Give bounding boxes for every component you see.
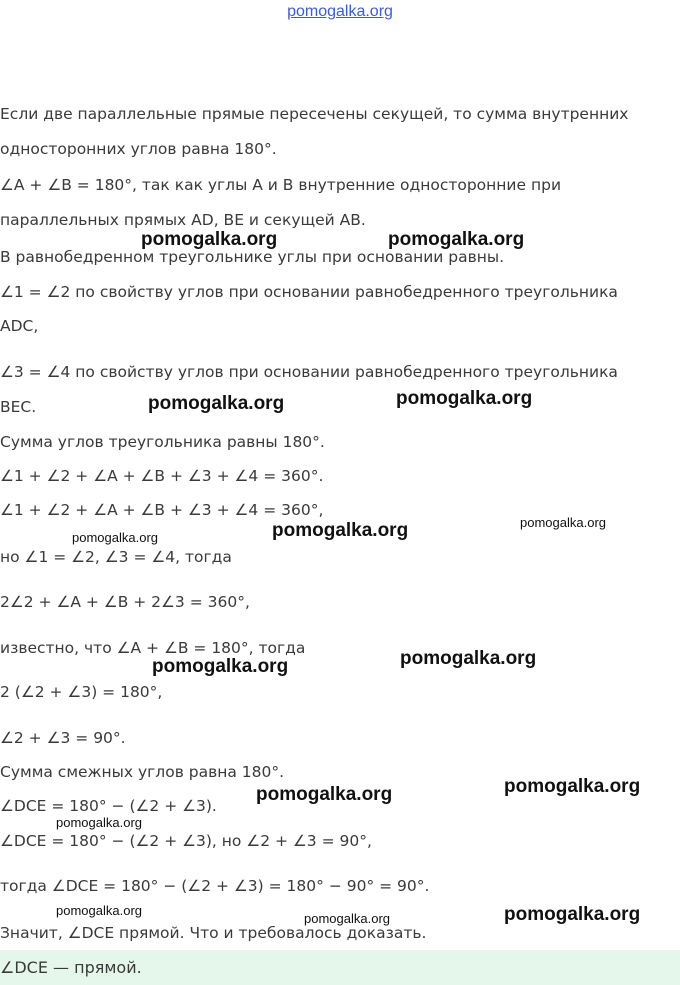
text-line-22: Значит, ∠DCE прямой. Что и требовалось доказать.: [0, 924, 427, 942]
text-line-9: BEC.: [0, 398, 37, 416]
text-line-10: Сумма углов треугольника равны 180°.: [0, 433, 325, 451]
text-line-18: Сумма смежных углов равна 180°.: [0, 763, 285, 781]
watermark: pomogalka.org: [141, 229, 278, 250]
watermark: pomogalka.org: [504, 776, 641, 797]
text-line-19: ∠DCE = 180° − (∠2 + ∠3).: [0, 797, 217, 815]
text-line-1: Если две параллельные прямые пересечены секущей, то сумма внутренних: [0, 105, 629, 123]
text-line-5: В равнобедренном треугольнике углы при основании равны.: [0, 248, 505, 266]
watermark: pomogalka.org: [504, 904, 641, 925]
text-line-6: ∠1 = ∠2 по свойству углов при основании равнобедренного треугольника: [0, 283, 618, 301]
watermark: pomogalka.org: [148, 393, 285, 414]
watermark: pomogalka.org: [304, 911, 390, 926]
watermark: pomogalka.org: [56, 903, 142, 918]
watermark: pomogalka.org: [56, 815, 142, 830]
watermark: pomogalka.org: [400, 648, 537, 669]
text-line-21: тогда ∠DCE = 180° − (∠2 + ∠3) = 180° − 90° = 90°.: [0, 877, 430, 895]
site-logo-link[interactable]: pomogalka.org: [287, 3, 393, 20]
watermark: pomogalka.org: [152, 656, 289, 677]
answer-text: ∠DCE — прямой.: [0, 958, 142, 977]
text-line-13: но ∠1 = ∠2, ∠3 = ∠4, тогда: [0, 548, 232, 566]
watermark: pomogalka.org: [388, 229, 525, 250]
watermark: pomogalka.org: [256, 784, 393, 805]
text-line-2: односторонних углов равна 180°.: [0, 140, 277, 158]
watermark: pomogalka.org: [272, 520, 409, 541]
text-line-8: ∠3 = ∠4 по свойству углов при основании равнобедренного треугольника: [0, 363, 618, 381]
watermark: pomogalka.org: [396, 388, 533, 409]
text-line-20: ∠DCE = 180° − (∠2 + ∠3), но ∠2 + ∠3 = 90°,: [0, 832, 372, 850]
text-line-17: ∠2 + ∠3 = 90°.: [0, 729, 126, 747]
watermark: pomogalka.org: [72, 530, 158, 545]
watermark: pomogalka.org: [520, 515, 606, 530]
text-line-15: известно, что ∠A + ∠B = 180°, тогда: [0, 639, 306, 657]
text-line-16: 2 (∠2 + ∠3) = 180°,: [0, 683, 163, 701]
text-line-3: ∠A + ∠B = 180°, так как углы A и B внутренние односторонние при: [0, 176, 562, 194]
text-line-14: 2∠2 + ∠A + ∠B + 2∠3 = 360°,: [0, 593, 250, 611]
text-line-7: ADC,: [0, 317, 39, 335]
text-line-12: ∠1 + ∠2 + ∠A + ∠B + ∠3 + ∠4 = 360°,: [0, 501, 324, 519]
text-line-11: ∠1 + ∠2 + ∠A + ∠B + ∠3 + ∠4 = 360°.: [0, 467, 324, 485]
text-line-4: параллельных прямых AD, BE и секущей AB.: [0, 211, 366, 229]
